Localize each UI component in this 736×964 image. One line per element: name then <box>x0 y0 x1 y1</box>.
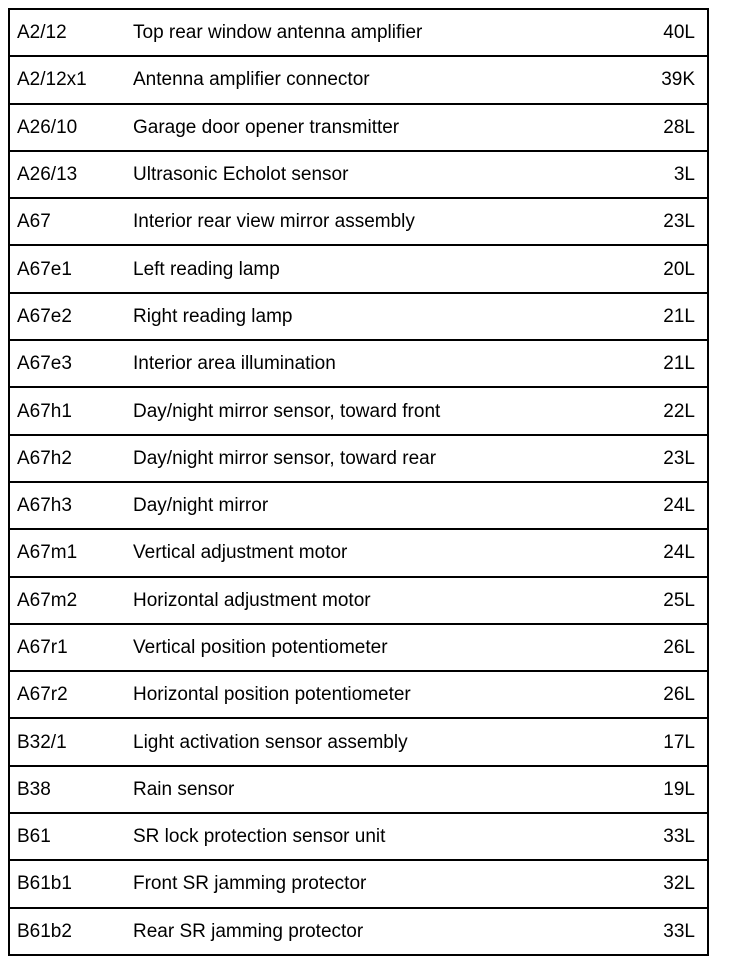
component-code: A67e3 <box>17 353 72 375</box>
component-code: B61 <box>17 826 51 848</box>
component-code: A67h2 <box>17 447 72 469</box>
grid-reference: 25L <box>663 589 695 611</box>
grid-reference: 21L <box>663 353 695 375</box>
table-row <box>10 294 707 341</box>
table-row <box>10 341 707 388</box>
component-description: Top rear window antenna amplifier <box>133 22 423 44</box>
table-row <box>10 719 707 766</box>
grid-reference: 33L <box>663 920 695 942</box>
component-code: A67h1 <box>17 400 72 422</box>
table-row <box>10 388 707 435</box>
table-row <box>10 530 707 577</box>
component-description: Vertical position potentiometer <box>133 637 388 658</box>
component-description: Ultrasonic Echolot sensor <box>133 164 349 186</box>
component-code: A67e2 <box>17 305 72 327</box>
grid-reference: 17L <box>663 731 695 753</box>
grid-reference: 28L <box>663 116 695 138</box>
component-code: B38 <box>17 778 51 800</box>
grid-reference: 22L <box>663 400 695 422</box>
table-row <box>10 767 707 814</box>
table-row <box>10 436 707 483</box>
table-row <box>10 152 707 199</box>
component-code: A2/12x1 <box>17 69 87 91</box>
component-description: Horizontal position potentiometer <box>133 684 411 706</box>
table-row <box>10 909 707 956</box>
component-description: Interior area illumination <box>133 353 336 375</box>
grid-reference: 40L <box>663 22 695 44</box>
table-row <box>10 10 707 57</box>
grid-reference: 23L <box>663 447 695 469</box>
component-description: Front SR jamming protector <box>133 873 367 895</box>
grid-reference: 21L <box>663 305 695 327</box>
component-code: B61b2 <box>17 920 72 942</box>
component-description: Light activation sensor assembly <box>133 731 408 753</box>
grid-reference: 3L <box>673 164 695 186</box>
table-row <box>10 105 707 152</box>
grid-reference: 19L <box>663 778 695 800</box>
component-table <box>8 8 709 956</box>
component-code: A2/12 <box>17 22 67 44</box>
component-code: A26/13 <box>17 164 78 186</box>
table-row <box>10 625 707 672</box>
component-code: A67e1 <box>17 258 72 280</box>
component-description: Right reading lamp <box>133 305 293 327</box>
component-description: Antenna amplifier connector <box>133 69 370 91</box>
grid-reference: 24L <box>663 542 695 564</box>
table-row <box>10 861 707 908</box>
grid-reference: 39K <box>661 69 695 91</box>
component-code: B32/1 <box>17 731 67 753</box>
grid-reference: 23L <box>663 211 695 233</box>
table-row <box>10 57 707 104</box>
component-code: B61b1 <box>17 873 72 895</box>
grid-reference: 26L <box>663 684 695 706</box>
component-code: A67r1 <box>17 637 68 658</box>
table-row <box>10 483 707 530</box>
grid-reference: 33L <box>663 826 695 848</box>
component-description: Day/night mirror sensor, toward front <box>133 400 441 422</box>
component-code: A67m1 <box>17 542 78 564</box>
component-code: A67 <box>17 211 51 233</box>
component-description: Rear SR jamming protector <box>133 920 364 942</box>
grid-reference: 20L <box>663 258 695 280</box>
component-description: Horizontal adjustment motor <box>133 589 371 611</box>
grid-reference: 32L <box>663 873 695 895</box>
component-code: A67h3 <box>17 495 72 517</box>
component-code: A67m2 <box>17 589 78 611</box>
component-description: SR lock protection sensor unit <box>133 826 386 848</box>
component-description: Day/night mirror <box>133 495 269 517</box>
component-description: Vertical adjustment motor <box>133 542 348 564</box>
component-description: Interior rear view mirror assembly <box>133 211 415 233</box>
component-description: Garage door opener transmitter <box>133 116 400 138</box>
component-description: Left reading lamp <box>133 258 280 280</box>
table-row <box>10 578 707 625</box>
component-code: A26/10 <box>17 116 78 138</box>
component-description: Day/night mirror sensor, toward rear <box>133 447 437 469</box>
component-description: Rain sensor <box>133 778 235 800</box>
table-row <box>10 672 707 719</box>
component-code: A67r2 <box>17 684 68 706</box>
table-row <box>10 814 707 861</box>
grid-reference: 26L <box>663 637 695 658</box>
table-row <box>10 246 707 293</box>
table-row <box>10 199 707 246</box>
grid-reference: 24L <box>663 495 695 517</box>
